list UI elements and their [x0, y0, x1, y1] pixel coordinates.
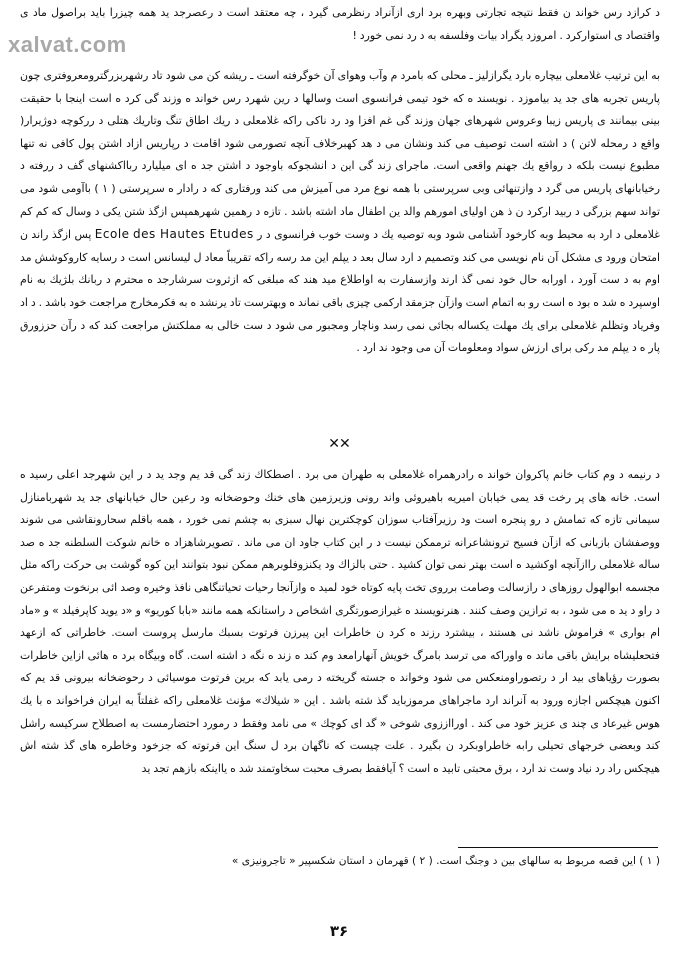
- paragraph-1: د کرازد رس خواند ن فقط نتیجه تجارتی وبهره برد اری ازآنراد رنظرمی گیرد ، چه معتقد است د رعصرجد ید همه چیزرا باید براصول ماد ی واقتصاد ی استوارکرد . امروزد یگراد بیات وفلسفه به د رد نمی خورد !: [20, 6, 660, 42]
- latin-term-hautes-etudes: des Hautes Etudes: [132, 227, 254, 242]
- paragraph-tehran: [20, 464, 660, 780]
- footnote: ( ۱ ) این قصه مربوط به سالهای بین د وجنگ است. ( ۲ ) قهرمان د استان شکسپیر « تاجرونیزی »: [231, 855, 660, 867]
- paragraph-2-part-1: به این ترتیب غلامعلی بیچاره بارد یگرازلیز ـ محلی که بامرد م وآب وهوای آن خوگرفته است ـ ریشه کن می شود تاد رشهربزرگترومعروفتری چون پاریس تجربه های جد ید بیاموزد . نویسند ه که خود تیمی فرانسوی است وسالها د رین شهرد رس خواند ه وزند گی کرد ه است اینجا با حقیقت بینی بیمانند ی پاریس زیبا وعروس شهرهای جهان وزند گی غم افزا ود رد ناکی راکه غلامعلی د ریك اطاق تنگ وتاریك هتلی د ررکوچه دوژیرار( واقع د رمحله لاتن ) د اشته است توصیف می کند ونشان می د هد کهبرخلاف آنچه تصورمی شود اقامت د رپاریس ازاد اشتن پول کافی نه تنها مطبوع نیست بلکه د رواقع یك جهنم واقعی است. ماجرای زند گی این د انشجوکه باوجود د اشتن جد ه ای میلیارد ربااکشنهای گف د ررفته د رخیابانهای پاریس می گرد د وازتنهائی وبی سرپرستی با همه نوع مرد می آمیزش می کند ورفتاری که د رادار ه سرپرستی ( ۱ ) باآومی شود می تواند سهم بزرگی د ربید ارکرد ن ذ هن اولیای امورهم والد ین اطفال ماد اشته باشد . تازه د رهمین شهرهمپس ازگذ شتن یکی د وسال که کم کم غلامعلی د ارد به محیط وبه کارخود آشنامی شود وبه توصیه یك د وست خوب فرانسوی د ر: [20, 69, 661, 242]
- watermark: xalvat.com: [8, 32, 127, 57]
- page-number: ۳۶: [329, 922, 349, 940]
- paragraph-paris: [20, 65, 660, 360]
- paragraph-2: [20, 65, 660, 360]
- section-divider-ornament: ✕✕: [328, 436, 350, 452]
- latin-term-ecole: Ecole: [94, 227, 130, 242]
- paragraph-intro: [20, 2, 660, 47]
- paragraph-2-part-2: پس ازگذ راند ن امتحان ورود ی مشکل آن نام نویسی می کند وتصمیم د ارد سال بعد د یپلم: [20, 228, 660, 264]
- paragraph-2-part-3: این مد رسه راکه تقریباً معاد ل لیسانس است د رسایه کاروکوشش مد اوم به د ست آورد ، اورابه حال خود نمی گذ ارند وازسفارت به اواطلاع مید هند که مبلغی که ازثروت سرشارجد ه محترم د ربانك بلژیك به نام اوسپرد ه شد ه بود ه است رو به اتمام است وازآن جزمقد ارکمی چیزی باقی نماند ه وبهترست تاد یرنشد ه به فکرمخارج مراجعت خود باشد . د اد وفریاد وتظلم غلامعلی برای یك مهلت یکساله بجائی نمی رسد وناچار ومجبور می شود د ست خالی به مملکتش مراجعت کند که د رآن حززورق پار ه د یپلم مد رکی برای ارزش سواد ومعلومات آن می وجود ند ارد .: [20, 250, 660, 355]
- footnote-divider: [458, 847, 658, 848]
- paragraph-3: د رنیمه د وم کتاب خانم پاکروان خواند ه رادرهمراه غلامعلی به طهران می برد . اصطکاك زند گی قد یم وجد ید د ر این شهرجد اعلی رسید ه است. خانه های پر رخت قد یمی خیابان امیریه باهیروئی واند رونی وزیرزمین های خنك وحوضخانه ود رعین حال خیابانهای جد ید شهربامنازل سیمانی تازه که تمامش د رو پنجره است ود رزیرآفتاب سوزان کوچکترین نهال سبزی به چشم نمی خورد ، همه باقلم سحارونقاشی می شوند ووصفشان بازبانی که ازآن فسیح ترونشاعرانه ترممکن نیست د ر این کتاب جاود ان می ماند . تصویرشاهزاد ه خانم شوکت السلطنه جد ه صد ساله غلامعلی راازآنچه اوکشید ه است بهتر نمی توان کشید . حتی بالزاك ود یکنزوفلوبرهم ممکن نبود بتوانند این کوه گوشت بی حرکت راکه مثل مجسمه ابوالهول روزهای د رازسالت وصامت برروی تخت پایه کوتاه خود لمید ه وازآنجا رحیات تحیاتنگاهی نافذ وخیره وصد ائی برنخوت ومتفرعن د راو د ید ه می شود ، به ترازین وصف کنند . هنرنویسند ه غیرازصورتگری اشخاص د راستانکه همه مانند «بابا کوریو» و «د یوید کاپرفیلد » و «ماد ام بواری » فراموش ناشد نی هستند ، بیشترد رزند ه کرد ن خاطرات این پیرزن فرتوت بسبك مارسل پروست است. خاطراتی که ازعهد فتحعلیشاه برایش باقی ماند ه واوراکه می ترسد بامرگ خویش آنهارامعد وم کند ه زند ه نگه د اشته است. گاه وبیگاه برد ه هائی ازاین خاطرات بصورت رؤیاهای بید ار د رتصوراومنعکس می شود وخواند ه جسته گریخته د رمی یابد که برین فرتوت موسیائی د رحوضخانه بیرونی قد یم که اکنون هیچکس اجازه ورود به آنراند ارد ماجراهای مرموزباید گذ شته باشد . این « شیلاك» مؤنث غلامعلی راکه غفلتاً به ایران فراخواند ه با یك هوس غیرعاد ی چند ی عزیز خود می کند . اورااززوی شوخی « گد ای کوچك » می نامد وفقط د رمورد احتضارمست به اصطلاح سرکیسه راشل کند وبعضی خرجهای تحیلی رابه خاطراوبکرد ن بگیرد . علت چیست که ناگهان برد ل سنگ این فرتوته که جزخود وخاطره های گذ شته اش هیچکس راد رد نیاد وست ند ارد ، برق محبتی تابید ه است ؟ آیافقط بصرف محبت سخاوتمند شد ه یااینکه بازهم تجد ید: [20, 468, 660, 775]
